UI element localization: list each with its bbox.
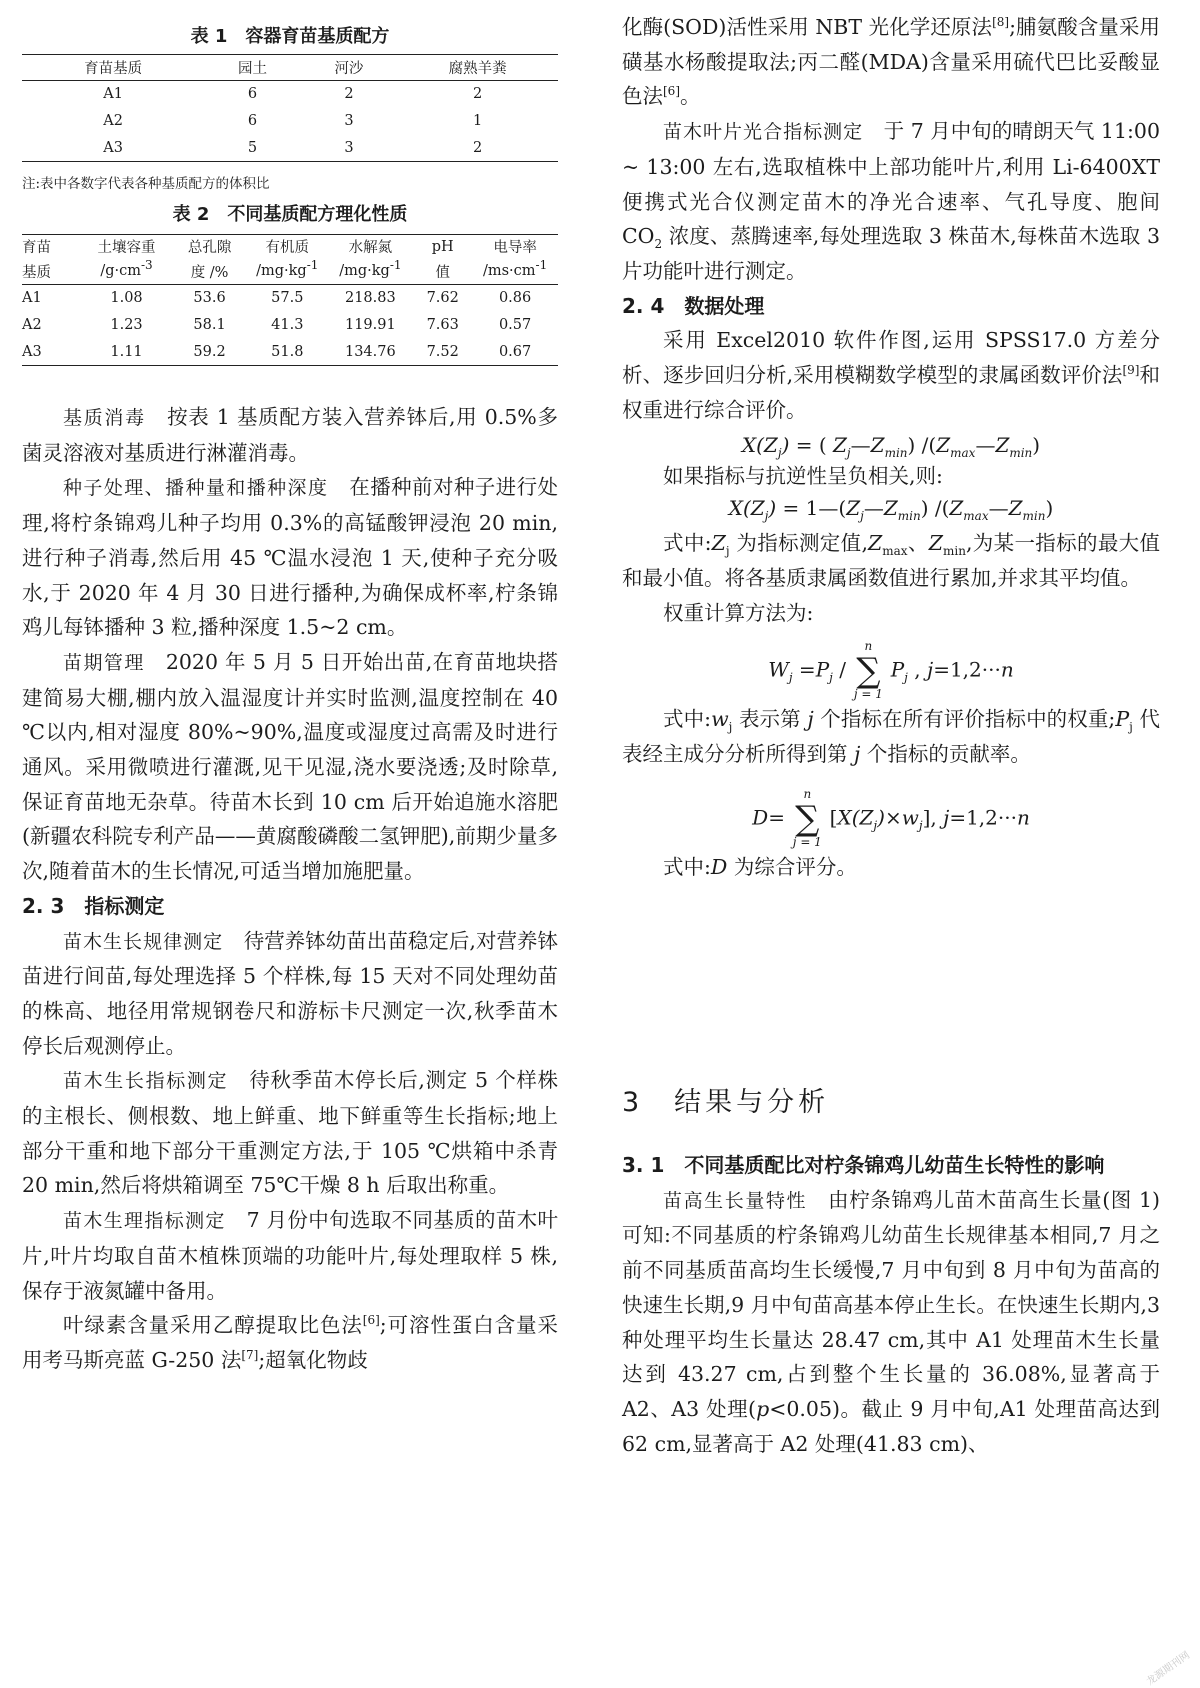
paragraph-text: 在播种前对种子进行处理,将柠条锦鸡儿种子均用 0.3%的高锰酸钾浸泡 20 min,进行种子消毒,然后用 45 ℃温水浸泡 1 天,使种子充分吸水,于 2020 年 4 月 30 日进行播种,为确保成杯率,柠条锦鸡儿每钵播种 3 粒,播种深度 1.5~2 cm。 [22, 475, 559, 640]
citation: [6] [663, 84, 680, 99]
table-header-cell: 水解氮 [348, 240, 393, 257]
table-header-row [22, 55, 558, 81]
sum-symbol: n ∑ j = 1 [853, 639, 883, 702]
paragraph-text: 为综合评分。 [727, 854, 857, 879]
table-1-caption: 表 1 容器育苗基质配方 [190, 26, 390, 47]
paragraph-text: 式中: [663, 854, 711, 879]
table-cell: 3 [344, 113, 354, 129]
table-header-row [22, 259, 558, 285]
table-cell: 6 [247, 113, 258, 129]
table-header-cell: 育苗 [22, 240, 51, 257]
table-row [22, 339, 558, 366]
citation: [8] [992, 15, 1010, 30]
paragraph-text: 浓度、蒸腾速率,每处理选取 3 株苗木,每株苗木选取 3 片功能叶进行测定。 [622, 224, 1160, 283]
table-header-cell: 电导率 [493, 240, 537, 257]
paragraph [622, 323, 1160, 427]
left-body-text [22, 400, 558, 1378]
table-header-cell: pH [431, 238, 454, 255]
paragraph-text: 个指标的贡献率。 [860, 741, 1031, 766]
run-in-heading: 基质消毒 [63, 407, 146, 429]
unit-exponent: -3 [140, 258, 153, 273]
paragraph-text: ;超氧化物歧 [258, 1347, 368, 1372]
run-in-heading: 苗期管理 [63, 651, 145, 674]
sum-symbol: n ∑ j = 1 [792, 786, 822, 849]
paragraph-text: 个指标在所有评价指标中的权重; [813, 707, 1116, 732]
paragraph-text: 叶绿素含量采用乙醇提取比色法 [63, 1313, 363, 1338]
table-cell: 3 [344, 139, 354, 156]
section-heading-2-4: 2. 4 数据处理 [622, 293, 765, 318]
paragraph [22, 400, 558, 470]
table-header-cell: 总孔隙 [187, 240, 232, 257]
unit-text: /mg·kg [339, 263, 390, 280]
table-cell: 59.2 [193, 343, 226, 360]
citation: [6] [362, 1313, 380, 1328]
table-cell: 0.86 [498, 290, 532, 307]
paragraph-text: 2020 年 5 月 5 日开始出苗,在育苗地块搭建简易大棚,棚内放入温湿度计并实时监测,温度控制在 40 ℃以内,相对湿度 80%~90%,温度或湿度过高需及时进行通风。采用微喷进行灌溉,见干见湿,浇水要浇透;及时除草,保证育苗地无杂草。待苗木长到 10 cm 后开始追施水溶肥(新疆农科院专利产品——黄腐酸磷酸二氢钾肥),前期少量多次,随着苗木的生长情况,可适当增加施肥量。 [22, 649, 558, 884]
paragraph-text: 于 7 月中旬的晴朗天气 11:00 ~ 13:00 左右,选取植株中上部功能叶片,利用 Li-6400XT 便携式光合仪测定苗木的净光合速率、气孔导度、胞间 CO [622, 119, 1160, 249]
paragraph-text: ;可溶性蛋白含量采用考马斯亮蓝 G-250 法 [22, 1313, 559, 1372]
table-cell: 218.83 [344, 290, 396, 307]
table-cell: 2 [344, 86, 354, 103]
table-header-cell: 有机质 [265, 240, 310, 257]
chapter-heading-3: 3 结果与分析 [622, 1087, 830, 1118]
paragraph [22, 645, 558, 889]
paragraph [22, 1308, 558, 1377]
formula-composite-score: D= n ∑ j = 1 $[X(Z_j)\times w_j]$, j=1,2···n [752, 786, 1030, 849]
table-header-cell: 值 [435, 264, 450, 281]
paragraph-text: ;脯氨酸含量采用磺基水杨酸提取法;丙二醛(MDA)含量采用硫代巴比妥酸显色法 [622, 15, 1160, 109]
table-1-grid [22, 54, 558, 162]
paragraph [622, 1183, 1160, 1462]
paragraph: 式中:D 为综合评分。 [663, 854, 857, 879]
right-body-bottom [622, 1148, 1160, 1461]
run-in-heading: 苗木生长规律测定 [63, 930, 224, 953]
paragraph [22, 1203, 558, 1308]
unit-text: /ms·cm [482, 263, 536, 280]
table-header-cell: 基质 [22, 264, 51, 281]
table-cell: A2 [22, 317, 42, 333]
table-cell: 51.8 [271, 343, 304, 360]
paragraph [622, 114, 1160, 289]
table-cell: 53.6 [193, 290, 226, 307]
table-header-cell [247, 259, 327, 285]
paragraph-text: 由柠条锦鸡儿苗木苗高生长量(图 1)可知:不同基质的柠条锦鸡儿幼苗生长规律基本相同,7 月之前不同基质苗高均生长缓慢,7 月中旬到 8 月中旬为苗高的快速生长期,9 月中旬苗高基本停止生长。在快速生长期内,3 种处理平均生长量达 28.47 cm,其中 A1 处理苗木生长量达到 43.27 cm,占到整个生长量的 36.08%,显著高于 A2、A3 处理( [622, 1187, 1160, 1421]
paragraph-text: 7 月份中旬选取不同基质的苗木叶片,叶片均取自苗木植株顶端的功能叶片,每处理取样 5 株,保存于液氮罐中备用。 [22, 1208, 559, 1303]
table-cell: 1.08 [110, 290, 143, 307]
table-header-cell [327, 259, 413, 285]
paragraph: 式中$:Z_j$ 为指标测定值$,Z_{max}$、$Z_{min}$,为某一指标的最大值和最小值。将各基质隶属函数值进行累加,并求其平均值。 [622, 531, 1160, 590]
table-cell: 134.76 [344, 343, 396, 360]
run-in-heading: 种子处理、播种量和播种深度 [63, 477, 329, 500]
table-2-grid [22, 234, 558, 366]
table-cell: 119.91 [344, 317, 396, 333]
paragraph-text: 和权重进行综合评价。 [622, 363, 1161, 422]
paragraph-text: 采用 Excel2010 软件作图,运用 SPSS17.0 方差分析、逐步回归分析,采用模糊数学模型的隶属函数评价法 [622, 328, 1160, 388]
table-cell: A3 [22, 343, 42, 360]
table-row [22, 135, 558, 162]
paragraph [622, 10, 1160, 114]
paragraph-text: 待秋季苗木停长后,测定 5 个样株的主根长、侧根数、地上鲜重、地下鲜重等生长指标;地上部分干重和地下部分干重测定方法,于 105 ℃烘箱中杀青 20 min,然后将烘箱调至 75℃干燥 8 h 后取出称重。 [22, 1068, 559, 1198]
paragraph [22, 1063, 558, 1203]
table-row [22, 108, 558, 135]
unit-text: /mg·kg [256, 263, 307, 280]
table-header-cell: 土壤容重 [97, 240, 156, 257]
paragraph [22, 470, 558, 645]
run-in-heading: 苗高生长量特性 [663, 1189, 808, 1212]
table-header-cell: 河沙 [334, 61, 364, 77]
table-cell: 0.67 [498, 343, 532, 360]
paragraph: 式中$:w_j$ 表示第 j 个指标在所有评价指标中的权重$;P_j$ 代表经主成分分析所得到第 j 个指标的贡献率。 [622, 707, 1160, 766]
table-header-cell: 腐熟羊粪 [448, 61, 507, 77]
formula-weight: $W_j =P_j$ / n ∑ j = 1 $P_j$ , j=1,2···n [768, 639, 1014, 702]
table-cell: 6 [247, 86, 258, 103]
table-cell: 1 [472, 113, 483, 129]
table-cell: A1 [103, 86, 123, 103]
table-cell: 2 [472, 86, 483, 103]
table-cell: 7.52 [426, 343, 459, 360]
table-cell: A1 [22, 290, 42, 307]
table-header-row [22, 235, 558, 259]
right-body-top [622, 10, 1160, 884]
watermark-logo: 龙源期刊网 [1144, 1649, 1192, 1688]
table-header-cell [472, 259, 558, 285]
table-cell: 1.11 [110, 343, 143, 360]
table-header-cell: 园土 [237, 61, 267, 77]
run-in-heading: 苗木叶片光合指标测定 [663, 121, 864, 144]
subscript: 2 [654, 237, 663, 252]
formula-membership-positive: $X(Z_j)$ = ( $Z_j—Z_{min}$) $/(Z_{max}—Z_{min})$ [741, 433, 1041, 461]
paragraph-text: 式中: [663, 531, 712, 556]
unit-exponent: -1 [535, 258, 548, 273]
table-cell: 0.57 [498, 317, 532, 333]
citation: [9] [1122, 363, 1140, 378]
run-in-heading: 苗木生理指标测定 [63, 1210, 226, 1233]
table-1 [22, 22, 558, 192]
table-cell: A3 [103, 139, 123, 156]
paragraph-text: 待营养钵幼苗出苗稳定后,对营养钵苗进行间苗,每处理选择 5 个样株,每 15 天对不同处理幼苗的株高、地径用常规钢卷尺和游标卡尺测定一次,秋季苗木停长后观测停止。 [22, 928, 559, 1058]
table-header-cell [81, 259, 172, 285]
paragraph [22, 924, 558, 1064]
table-cell: 7.63 [426, 317, 459, 333]
paragraph-text: 按表 1 基质配方装入营养钵后,用 0.5%多菌灵溶液对基质进行淋灌消毒。 [22, 405, 558, 465]
paragraph-text: ,为某一指标的最大值和最小值。将各基质隶属函数值进行累加,并求其平均值。 [622, 531, 1160, 590]
paragraph-text: 为指标测定值, [729, 531, 868, 556]
paragraph: 权重计算方法为: [663, 600, 814, 625]
formula-membership-negative: $X(Z_j)$ = $1—(Z_j—Z_{min})$ $/(Z_{max}—Z_{min})$ [728, 496, 1054, 524]
table-cell: 2 [472, 139, 483, 156]
section-heading-2-3: 2. 3 指标测定 [22, 893, 165, 918]
paragraph-text: <0.05)。截止 9 月中旬,A1 处理苗高达到 62 cm,显著高于 A2 处理(41.83 cm)、 [622, 1396, 1160, 1456]
table-cell: 1.23 [110, 317, 143, 333]
table-header-cell: 育苗基质 [84, 61, 143, 77]
table-cell: 5 [247, 139, 258, 156]
unit-text: /g·cm [100, 263, 141, 280]
table-2 [22, 200, 558, 366]
paragraph-text: 式中: [663, 707, 712, 732]
table-row [22, 81, 558, 108]
table-cell: 41.3 [271, 317, 304, 333]
table-cell: 7.62 [426, 290, 459, 307]
p-value-symbol: p [756, 1396, 770, 1421]
table-cell: 58.1 [193, 317, 226, 333]
table-cell: 57.5 [271, 290, 304, 307]
paragraph-text: 表示第 [732, 707, 808, 732]
table-1-note: 注:表中各数字代表各种基质配方的体积比 [22, 176, 270, 192]
paragraph-text: 代表经主成分分析所得到第 [622, 707, 1160, 766]
section-heading-3-1: 3. 1 不同基质配比对柠条锦鸡儿幼苗生长特性的影响 [622, 1153, 1105, 1177]
table-row [22, 312, 558, 339]
table-2-caption: 表 2 不同基质配方理化性质 [172, 204, 408, 225]
table-cell: A2 [103, 113, 123, 129]
paragraph-text: 化酶(SOD)活性采用 NBT 光化学还原法 [622, 15, 993, 39]
unit-exponent: -1 [306, 258, 319, 273]
paragraph: 如果指标与抗逆性呈负相关,则: [663, 464, 943, 489]
table-header-cell: 度 /% [190, 264, 229, 281]
citation: [7] [241, 1348, 259, 1363]
run-in-heading: 苗木生长指标测定 [63, 1070, 229, 1093]
paragraph-text: 。 [680, 84, 701, 109]
table-row [22, 285, 558, 312]
unit-exponent: -1 [389, 258, 402, 273]
